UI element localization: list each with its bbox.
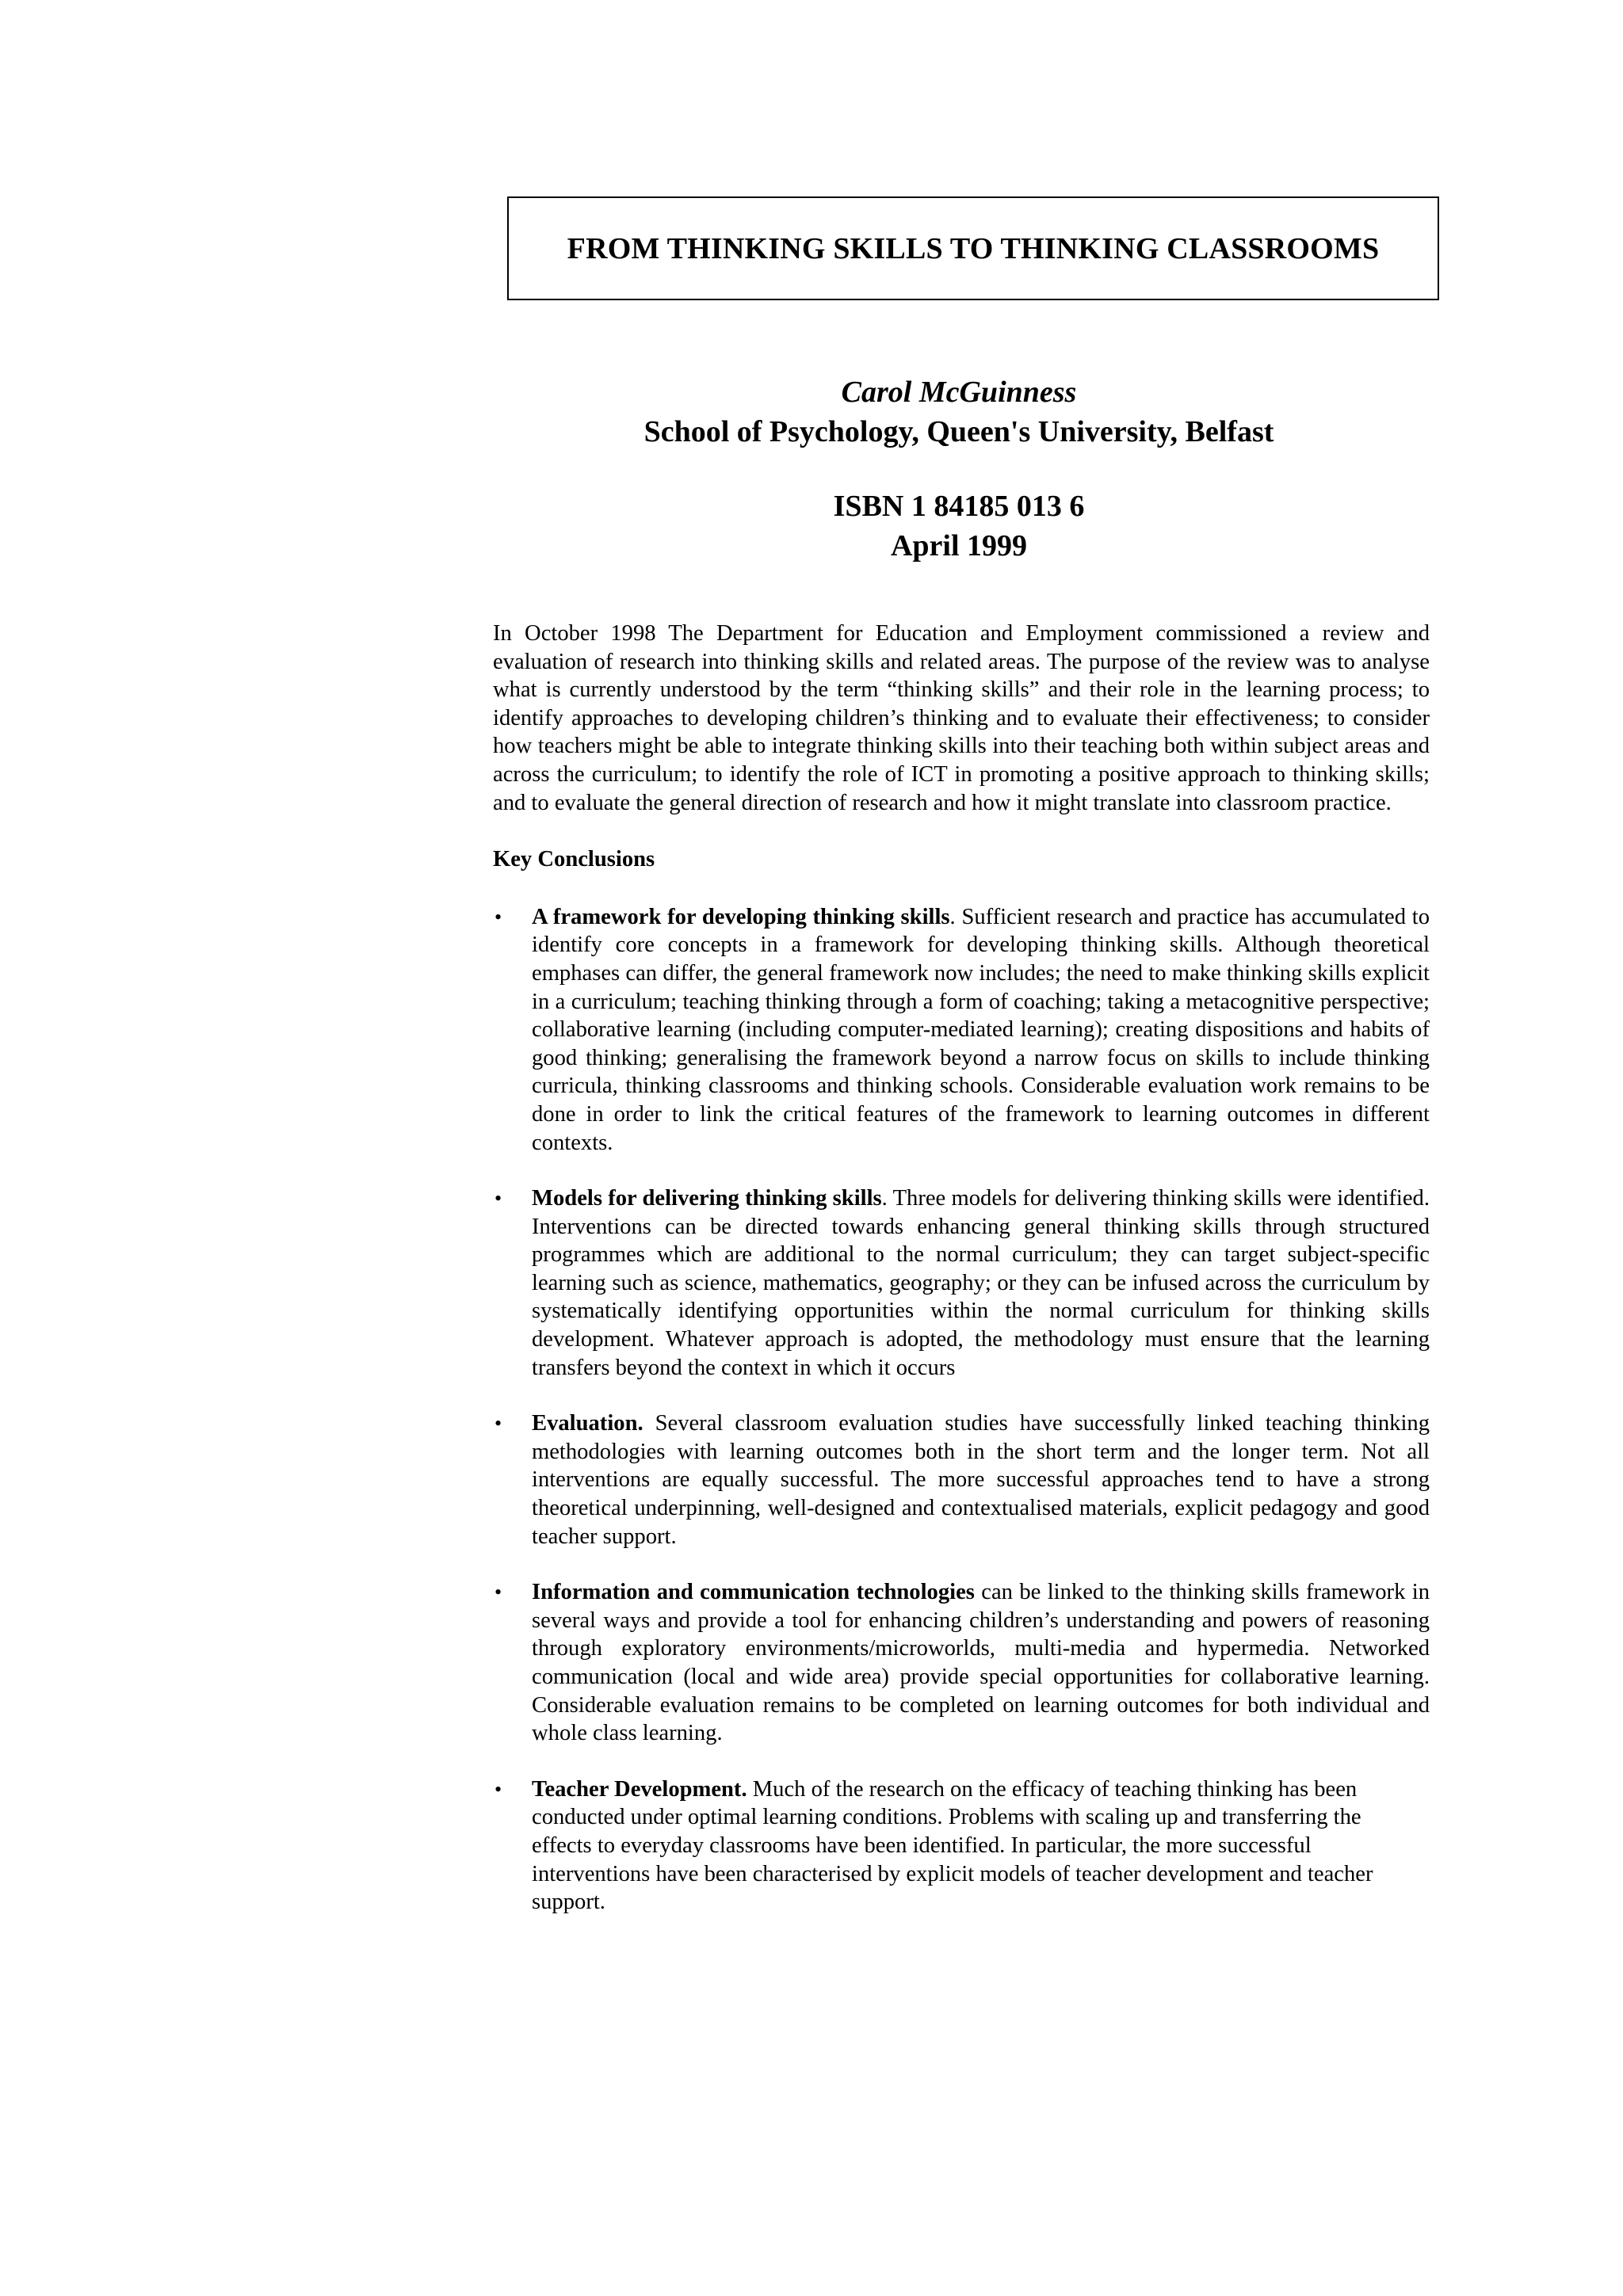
bullet-icon: •	[495, 1187, 502, 1211]
author-affiliation: School of Psychology, Queen's University, Belfast	[643, 415, 1274, 448]
conclusion-lead: Teacher Development.	[532, 1776, 747, 1802]
conclusion-lead: A framework for developing thinking skills	[532, 904, 950, 929]
conclusion-lead: Information and communication technologies	[532, 1580, 975, 1605]
conclusion-text: . Three models for delivering thinking skills were identified. Interventions can be directed towards enhancing general thinking skills through structured programmes which are additional to the normal curriculum; they can target subject-specific learning such as science, mathematics, geography; or they can be infused across the curriculum by systematically identifying opportunities within the normal curriculum for thinking skills development. Whatever approach is adopted, the methodology must ensure that the learning transfers beyond the context in which it occurs	[532, 1186, 1430, 1380]
bullet-icon: •	[495, 1581, 502, 1604]
bullet-icon: •	[495, 905, 502, 929]
publication-date: April 1999	[890, 529, 1028, 563]
title-box	[507, 196, 1439, 300]
list-item	[493, 1184, 1430, 1382]
list-item	[493, 903, 1430, 1157]
isbn: ISBN 1 84185 013 6	[833, 490, 1085, 523]
conclusion-text: . Sufficient research and practice has accumulated to identify core concepts in a framework for developing thinking skills. Although theoretical emphases can differ, the general framework now includes; the need to make thinking skills explicit in a curriculum; teaching thinking through a form of coaching; taking a metacognitive perspective; collaborative learning (including computer-mediated learning); creating dispositions and habits of good thinking; generalising the framework beyond a narrow focus on skills to include thinking curricula, thinking classrooms and thinking schools. Considerable evaluation work remains to be done in order to link the critical features of the framework to learning outcomes in different contexts.	[532, 904, 1430, 1155]
author-name: Carol McGuinness	[841, 376, 1077, 409]
author-block	[475, 372, 1442, 452]
key-conclusions-heading: Key Conclusions	[493, 847, 655, 872]
bullet-icon: •	[495, 1777, 502, 1801]
list-item	[493, 1409, 1430, 1550]
publication-info	[475, 486, 1442, 566]
conclusion-text: Several classroom evaluation studies have successfully linked teaching thinking methodologies with learning outcomes both in the short term and the longer term. Not all interventions are equally successful. The more successful approaches tend to have a strong theoretical underpinning, well-designed and contextualised materials, explicit pedagogy and good teacher support.	[532, 1411, 1430, 1549]
document-body	[493, 620, 1430, 1944]
conclusion-lead: Models for delivering thinking skills	[532, 1186, 882, 1211]
document-title: FROM THINKING SKILLS TO THINKING CLASSROOMS	[567, 231, 1380, 265]
conclusion-text: can be linked to the thinking skills framework in several ways and provide a tool for enhancing children’s understanding and powers of reasoning through exploratory environments/microworlds, multi-media and hypermedia. Networked communication (local and wide area) provide special opportunities for collaborative learning. Considerable evaluation remains to be completed on learning outcomes for both individual and whole class learning.	[532, 1580, 1430, 1746]
conclusions-list	[493, 903, 1430, 1917]
conclusion-lead: Evaluation.	[532, 1411, 643, 1436]
conclusion-text: Much of the research on the efficacy of teaching thinking has been conducted under optimal learning conditions. Problems with scaling up and transferring the effects to everyday classrooms have been identified. In particular, the more successful interventions have been characterised by explicit models of teacher development and teacher support.	[532, 1776, 1373, 1915]
bullet-icon: •	[495, 1412, 502, 1436]
list-item	[493, 1578, 1430, 1748]
intro-paragraph: In October 1998 The Department for Education and Employment commissioned a review and evaluation of research into thinking skills and related areas. The purpose of the review was to analyse what is currently understood by the term “thinking skills” and their role in the learning process; to identify approaches to developing children’s thinking and to evaluate their effectiveness; to consider how teachers might be able to integrate thinking skills into their teaching both within subject areas and across the curriculum; to identify the role of ICT in promoting a positive approach to thinking skills; and to evaluate the general direction of research and how it might translate into classroom practice.	[493, 621, 1430, 815]
list-item	[493, 1775, 1430, 1917]
